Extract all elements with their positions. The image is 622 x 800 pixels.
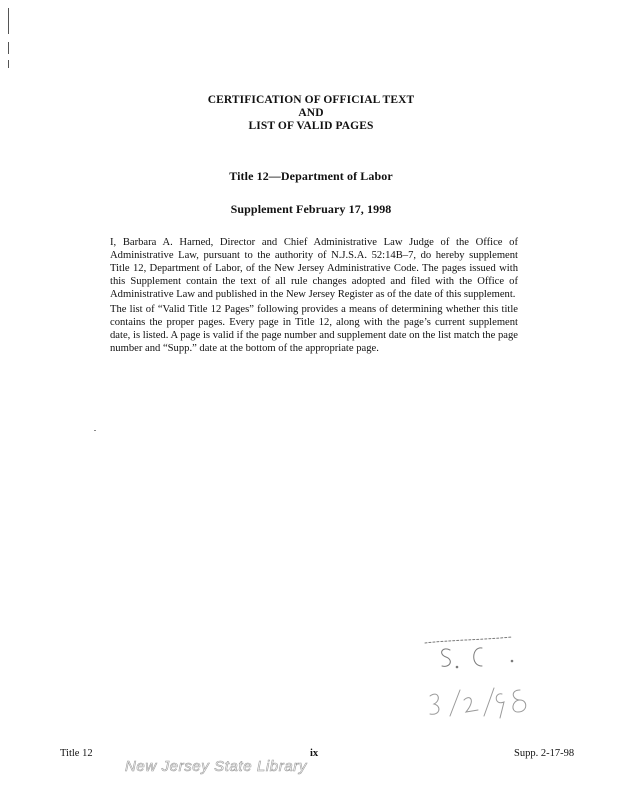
footer-title: Title 12	[60, 748, 93, 759]
footer-page-number: ix	[310, 748, 319, 759]
certification-paragraph: I, Barbara A. Harned, Director and Chief Administrative Law Judge of the Office of Administrative Law, pursuant to the authority of N.J.S.A. 52:14B–7, do hereby supplement Title 12, Department of Labor, of the New Jersey Administrative Code. The pages issued with this Supplement contain the text of all rule changes adopted and filed with the Office of Administrative Law and published in the New Jersey Register as of the date of this supplement.	[110, 237, 518, 300]
footer-supplement-date: Supp. 2-17-98	[514, 748, 575, 759]
scan-edge-mark	[8, 60, 9, 68]
handwritten-initials	[425, 637, 513, 668]
title-heading: Title 12—Department of Labor	[229, 169, 393, 183]
scan-edge-mark	[8, 8, 9, 34]
valid-pages-paragraph: The list of “Valid Title 12 Pages” following provides a means of determining whether this title contains the proper pages. Every page in Title 12, along with the page’s current supplement date, is listed. A page is valid if the page number and supplement date on the list match the page number and “Supp.” date at the bottom of the appropriate page.	[110, 304, 518, 354]
certification-heading: CERTIFICATION OF OFFICIAL TEXT	[207, 94, 415, 106]
supplement-date-heading: Supplement February 17, 1998	[230, 202, 392, 216]
certification-heading-and: AND	[298, 107, 324, 119]
scan-speck	[94, 430, 96, 431]
valid-pages-heading: LIST OF VALID PAGES	[248, 120, 374, 132]
handwritten-annotation	[420, 628, 550, 728]
library-stamp: New Jersey State Library	[125, 758, 307, 775]
scan-edge-mark	[8, 42, 9, 54]
handwritten-date	[430, 688, 526, 718]
